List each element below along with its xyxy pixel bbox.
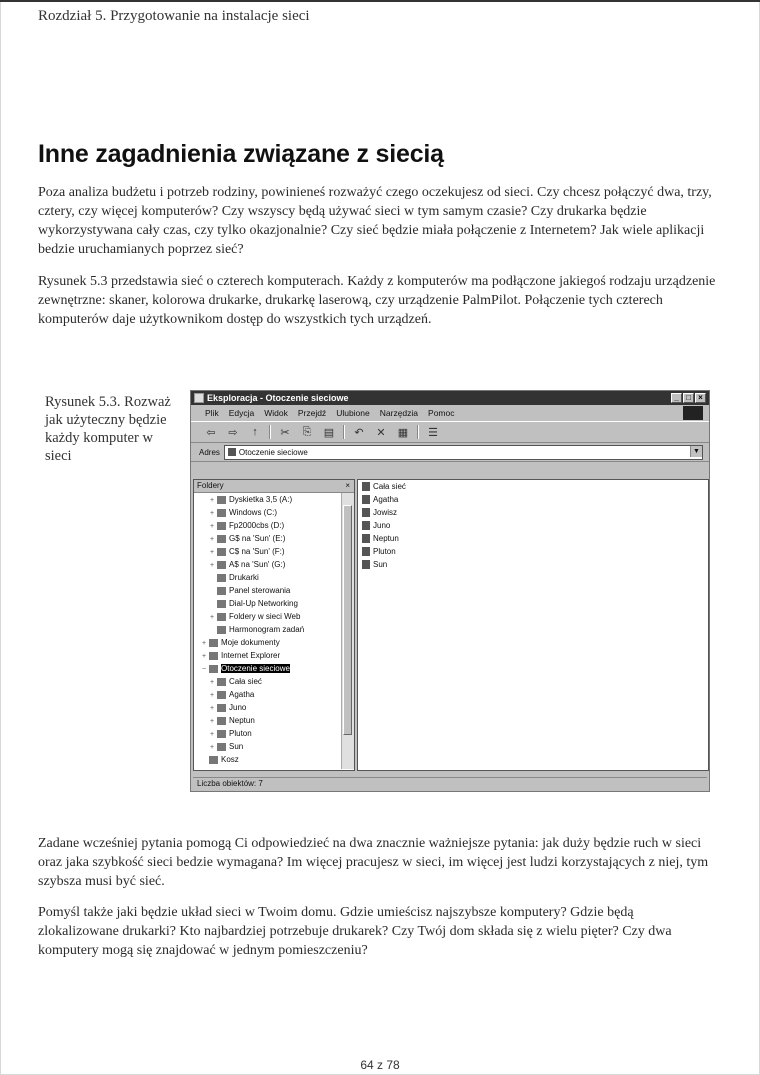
menu-item: Narzędzia (379, 408, 419, 418)
menu-item: Przejdź (297, 408, 327, 418)
menubar (191, 405, 709, 421)
tree-item: Panel sterowania (194, 584, 354, 597)
tree-item: Dial-Up Networking (194, 597, 354, 610)
undo-icon: ↶ (354, 426, 364, 439)
tree-scrollbar (341, 493, 354, 769)
folder-icon (217, 574, 226, 582)
folders-label: Foldery (197, 481, 224, 490)
folder-icon (217, 626, 226, 634)
list-item: Sun (358, 558, 708, 571)
tree-item: + Neptun (210, 716, 255, 725)
list-item: Juno (358, 519, 708, 532)
list-item: Cała sieć (358, 480, 708, 493)
window-titlebar (191, 391, 709, 405)
close-icon: × (695, 393, 706, 403)
folder-icon (209, 652, 218, 660)
tree-item: + A$ na 'Sun' (G:) (210, 560, 286, 569)
folder-icon (217, 535, 226, 543)
network-icon (228, 448, 236, 456)
folder-icon (217, 561, 226, 569)
cut-icon: ✂ (280, 426, 290, 439)
tree-item: + Internet Explorer (202, 651, 281, 660)
address-bar (191, 443, 709, 462)
folder-icon (217, 613, 226, 621)
running-header: Rozdział 5. Przygotowanie na instalacje sieci (38, 8, 310, 24)
folder-icon (217, 717, 226, 725)
status-bar: Liczba obiektów: 7 (193, 777, 707, 789)
back-icon: ⇦ (206, 426, 216, 439)
folder-icon (217, 587, 226, 595)
top-rule (0, 0, 760, 2)
menu-item: Widok (264, 408, 288, 418)
tree-item: + Fp2000cbs (D:) (210, 521, 285, 530)
tree-item: + Windows (C:) (210, 508, 278, 517)
folder-icon (217, 678, 226, 686)
paragraph-4: Pomyśl także jaki będzie układ sieci w Twoim domu. Gdzie umieścisz najszybsze komputery? Gdzie będą zlokalizowane drukarki? Kto najbardziej potrzebuje drukarek? Czy Twój dom składa się z wielu pięter? Czy dwa komputery mogą się znajdować w jednym pomieszczeniu? (38, 905, 672, 958)
tree-item: + Moje dokumenty (202, 638, 280, 647)
paragraph-1: Poza analiza budżetu i potrzeb rodziny, powinieneś rozważyć czego oczekujesz od sieci. Czy chcesz połączyć dwa, trzy, cztery, czy więcej komputerów? Czy wszyscy będą używać sieci w tym samym czasie? Czy drukarka będzie wykorzystywana cały czas, czy tylko okazjonalnie? Czy sieć będzie miała połączenie z Internetem? Jak wiele aplikacji bedzie uruchamianych poprzez sieć? (38, 185, 712, 257)
menu-item: Ulubione (336, 408, 370, 418)
up-folder-icon: ↑ (252, 426, 258, 438)
computer-icon (362, 547, 370, 556)
copy-icon: ⎘ (302, 425, 312, 438)
list-item: Jowisz (358, 506, 708, 519)
page-number: 64 z 78 (360, 1058, 400, 1072)
tree-item: Drukarki (194, 571, 354, 584)
explorer-icon (194, 393, 204, 403)
tree-item: + Cała sieć (210, 677, 262, 686)
tree-item: Kosz (194, 753, 354, 766)
content-list (357, 479, 709, 771)
computer-icon (362, 495, 370, 504)
address-field (224, 445, 703, 460)
menu-item: Edycja (228, 408, 255, 418)
folder-icon (217, 704, 226, 712)
tree-item: − Otoczenie sieciowe (202, 664, 290, 673)
section-title: Inne zagadnienia związane z siecią (38, 140, 444, 168)
tree-item: + Sun (210, 742, 244, 751)
menu-item: Plik (205, 408, 219, 418)
explorer-window-screenshot (190, 390, 710, 792)
folder-icon (209, 665, 218, 673)
tree-item: + Foldery w sieci Web (210, 612, 301, 621)
windows-flag-icon (683, 406, 703, 420)
paste-icon: ▤ (323, 426, 335, 439)
computer-icon (362, 482, 370, 491)
folder-icon (217, 522, 226, 530)
folder-icon (217, 691, 226, 699)
paragraph-3: Zadane wcześniej pytania pomogą Ci odpowiedzieć na dwa znacznie ważniejsze pytania: jak duży będzie ruch w sieci oraz jaka szybkość sieci bedzie wymagana? Im więcej pracujesz w sieci, im więcej jest ludzi korzystających z niej, tym szybsza musi być sieć. (38, 836, 709, 889)
tree-item: + C$ na 'Sun' (F:) (210, 547, 285, 556)
folder-icon (209, 756, 218, 764)
toolbar (191, 421, 709, 443)
list-item: Neptun (358, 532, 708, 545)
computer-icon (362, 534, 370, 543)
minimize-icon: _ (671, 393, 682, 403)
list-item: Pluton (358, 545, 708, 558)
tree-item: + G$ na 'Sun' (E:) (210, 534, 286, 543)
forward-icon: ⇨ (228, 426, 238, 439)
folder-icon (217, 600, 226, 608)
computer-icon (362, 508, 370, 517)
tree-item: + Pluton (210, 729, 252, 738)
folder-tree (193, 479, 355, 771)
folder-icon (217, 730, 226, 738)
tree-item: + Agatha (210, 690, 255, 699)
address-label: Adres (199, 447, 220, 457)
folder-icon (209, 639, 218, 647)
computer-icon (362, 521, 370, 530)
address-value: Otoczenie sieciowe (238, 447, 308, 457)
views-icon: ☰ (428, 426, 438, 439)
properties-icon: ▦ (397, 426, 409, 439)
folder-icon (217, 509, 226, 517)
tree-item: + Juno (210, 703, 247, 712)
folder-icon (217, 743, 226, 751)
figure-caption: Rysunek 5.3. Rozważ jak użyteczny będzie każdy komputer w sieci (45, 394, 171, 464)
paragraph-2: Rysunek 5.3 przedstawia sieć o czterech komputerach. Każdy z komputerów ma podłączone jakiegoś rodzaju urządzenie zewnętrzne: skaner, kolorowa drukarke, drukarkę laserową, czy urządzenie PalmPilot. Połączenie tych czterech komputerów daje użytkownikom dostęp do wszystkich tych urządzeń. (38, 274, 716, 327)
folder-icon (217, 548, 226, 556)
maximize-icon: □ (683, 393, 694, 403)
tree-item: + Dyskietka 3,5 (A:) (210, 495, 293, 504)
tree-item: Harmonogram zadań (194, 623, 354, 636)
close-pane-icon: × (345, 481, 350, 490)
folders-header (194, 480, 354, 493)
window-title: Eksploracja - Otoczenie sieciowe (207, 393, 349, 403)
delete-icon: ✕ (376, 426, 386, 439)
folder-icon (217, 496, 226, 504)
menu-item: Pomoc (428, 408, 455, 418)
computer-icon (362, 560, 370, 569)
dropdown-arrow-icon: ▼ (690, 446, 702, 457)
list-item: Agatha (358, 493, 708, 506)
